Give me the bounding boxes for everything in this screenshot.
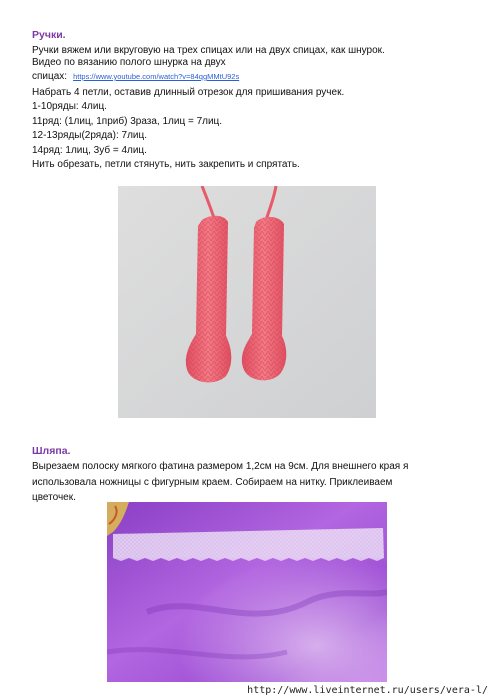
video-link[interactable]: https://www.youtube.com/watch?v=84qgMMtU92s [73,72,240,81]
text-line: Ручки вяжем или вкруговую на трех спицах или на двух спицах, как шнурок. [32,45,385,56]
text-line: Видео по вязанию полого шнурка на двух [32,57,226,68]
source-url-footer: http://www.liveinternet.ru/users/vera-l/ [247,685,488,696]
text-line: 12-13ряды(2ряда): 7лиц. [32,130,147,141]
text-line: спицах: [32,71,68,82]
text-line-with-link [32,71,239,83]
tulle-strip-photo [107,502,387,682]
text-line: 1-10ряды: 4лиц. [32,101,107,112]
section-title-handles: Ручки. [32,29,66,41]
knitted-handles-photo [118,186,376,418]
section-title-hat: Шляпа. [32,445,71,457]
text-line: Вырезаем полоску мягкого фатина размером 1,2см на 9см. Для внешнего края я [32,461,409,472]
text-line: Нить обрезать, петли стянуть, нить закрепить и спрятать. [32,159,300,170]
text-line: использовала ножницы с фигурным краем. Собираем на нитку. Приклеиваем [32,477,393,488]
text-line: 14ряд: 1лиц, 3уб = 4лиц. [32,145,147,156]
text-line: Набрать 4 петли, оставив длинный отрезок для пришивания ручек. [32,87,345,98]
text-line: 11ряд: (1лиц, 1приб) 3раза, 1лиц = 7лиц. [32,116,223,127]
text-line: цветочек. [32,492,76,503]
